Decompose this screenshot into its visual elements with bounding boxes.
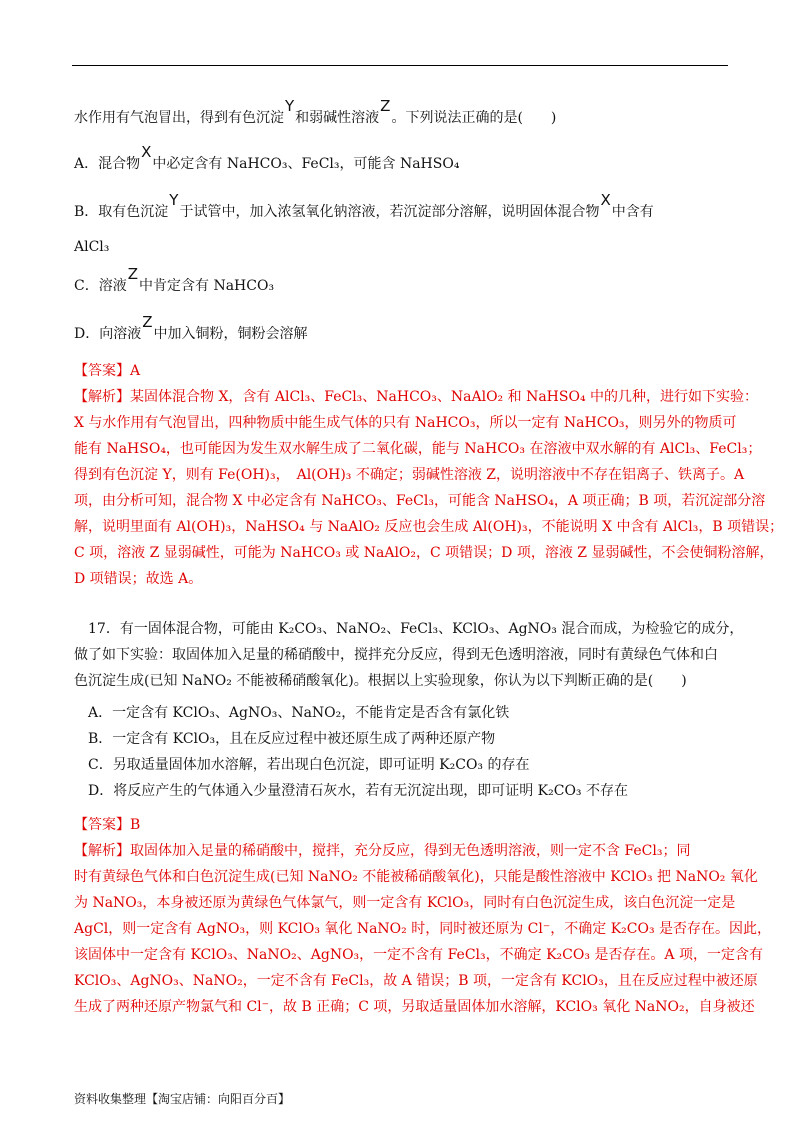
analysis-line: 为 NaNO₃，本身被还原为黄绿色气体氯气，则一定含有 KClO₃，同时有白色沉淀生成，该白色沉淀一定是: [74, 895, 736, 911]
q17-option-d: D．将反应产生的气体通入少量澄清石灰水，若有无沉淀出现，即可证明 K₂CO₃ 不存在: [74, 783, 628, 799]
analysis-line: KClO₃、AgNO₃、NaNO₂，一定不含有 FeCl₃，故 A 错误；B 项，一定含有 KClO₃，且在反应过程中被还原: [74, 973, 758, 989]
q16-stem-text: 。下列说法正确的是( ): [391, 110, 557, 126]
option-text: C．溶液: [74, 278, 127, 294]
q16-option-b-cont: AlCl₃: [74, 239, 110, 255]
stem-line: 17．有一固体混合物，可能由 K₂CO₃、NaNO₂、FeCl₃、KClO₃、AgNO₃ 混合而成，为检验它的成分，: [74, 621, 744, 637]
analysis-line: 该固体中一定含有 KClO₃、NaNO₂、AgNO₃，一定不含有 FeCl₃，不确定 K₂CO₃ 是否存在。A 项，一定含有: [74, 947, 763, 963]
analysis-line: 时有黄绿色气体和白色沉淀生成(已知 NaNO₂ 不能被稀硝酸氧化)，只能是酸性溶液中 KClO₃ 把 NaNO₂ 氧化: [74, 869, 758, 885]
analysis-line: 【解析】取固体加入足量的稀硝酸中，搅拌，充分反应，得到无色透明溶液，则一定不含 FeCl₃；同: [74, 843, 691, 859]
q16-stem: [74, 97, 730, 131]
var-z: Z: [380, 97, 391, 115]
analysis-line: X 与水作用有气泡冒出，四种物质中能生成气体的只有 NaHCO₃，所以一定有 NaHCO₃，则另外的物质可: [74, 415, 737, 431]
var-z: Z: [127, 265, 138, 283]
q16-stem-text: 和弱碱性溶液: [295, 110, 380, 126]
analysis-line: 能有 NaHSO₄，也可能因为发生双水解生成了二氧化碳，能与 NaHCO₃ 在溶液中双水解的有 AlCl₃、FeCl₃；: [74, 441, 762, 457]
stem-line: 做了如下实验：取固体加入足量的稀硝酸中，搅拌充分反应，得到无色透明溶液，同时有黄绿色气体和白: [74, 647, 718, 663]
var-y: Y: [285, 97, 295, 115]
analysis-line: AgCl，则一定含有 AgNO₃，则 KClO₃ 氧化 NaNO₂ 时，同时被还原为 Cl⁻，不确定 K₂CO₃ 是否存在。因此，: [74, 921, 772, 937]
q17-option-c: C．另取适量固体加水溶解，若出现白色沉淀，即可证明 K₂CO₃ 的存在: [74, 757, 530, 773]
header-rule: [72, 65, 728, 66]
q17-option-b: B．一定含有 KClO₃，且在反应过程中被还原生成了两种还原产物: [74, 731, 496, 747]
analysis-line: 项，由分析可知，混合物 X 中必定含有 NaHCO₃、FeCl₃，可能含 NaHSO₄，A 项正确；B 项，若沉淀部分溶: [74, 493, 766, 509]
option-text: 中含有: [611, 204, 654, 220]
analysis-line: 得到有色沉淀 Y，则有 Fe(OH)₃， Al(OH)₃ 不确定；弱碱性溶液 Z，说明溶液中不存在铝离子、铁离子。A: [74, 467, 745, 483]
q17-options: [74, 700, 730, 804]
analysis-line: 解，说明里面有 Al(OH)₃，NaHSO₄ 与 NaAlO₂ 反应也会生成 Al(OH)₃，不能说明 X 中含有 AlCl₃，B 项错误；: [74, 519, 784, 535]
analysis-line: D 项错误；故选 A。: [74, 571, 203, 587]
q16-option-c: [74, 265, 730, 299]
option-text: A．混合物: [74, 156, 141, 172]
q17-stem: [74, 616, 744, 694]
analysis-line: 生成了两种还原产物氯气和 Cl⁻，故 B 正确；C 项，另取适量固体加水溶解，KClO₃ 氧化 NaNO₂，自身被还: [74, 999, 755, 1015]
option-text: 中肯定含有 NaHCO₃: [139, 278, 275, 294]
q17-option-a: A．一定含有 KClO₃、AgNO₃、NaNO₂，不能肯定是否含有氯化铁: [74, 705, 510, 721]
var-z: Z: [142, 313, 153, 331]
stem-line: 色沉淀生成(已知 NaNO₂ 不能被稀硝酸氧化)。根据以上实验现象，你认为以下判断正确的是( ): [74, 673, 687, 689]
analysis-line: C 项，溶液 Z 显弱碱性，可能为 NaHCO₃ 或 NaAlO₂，C 项错误；D 项，溶液 Z 显弱碱性，不会使铜粉溶解，: [74, 545, 774, 561]
q16-option-b: [74, 191, 730, 225]
q17-analysis: [74, 838, 772, 1020]
q16-option-a: [74, 143, 730, 177]
option-text: 中加入铜粉，铜粉会溶解: [153, 326, 308, 342]
var-x: X: [141, 143, 152, 161]
q16-stem-text: 水作用有气泡冒出，得到有色沉淀: [74, 110, 284, 126]
option-text: 中必定含有 NaHCO₃、FeCl₃，可能含 NaHSO₄: [152, 156, 460, 172]
q16-answer: 【答案】A: [74, 363, 141, 379]
q16-analysis: [74, 384, 784, 592]
var-y: Y: [169, 191, 179, 209]
option-text: D．向溶液: [74, 326, 142, 342]
analysis-line: 【解析】某固体混合物 X，含有 AlCl₃、FeCl₃、NaHCO₃、NaAlO₂ 和 NaHSO₄ 中的几种，进行如下实验：: [74, 389, 759, 405]
page-footer: 资料收集整理【淘宝店铺：向阳百分百】: [74, 1092, 291, 1106]
var-x: X: [600, 191, 611, 209]
q16-option-d: [74, 313, 730, 347]
option-text: B．取有色沉淀: [74, 204, 169, 220]
option-text: 于试管中，加入浓氢氧化钠溶液，若沉淀部分溶解，说明固体混合物: [179, 204, 600, 220]
q17-answer: 【答案】B: [74, 817, 141, 833]
